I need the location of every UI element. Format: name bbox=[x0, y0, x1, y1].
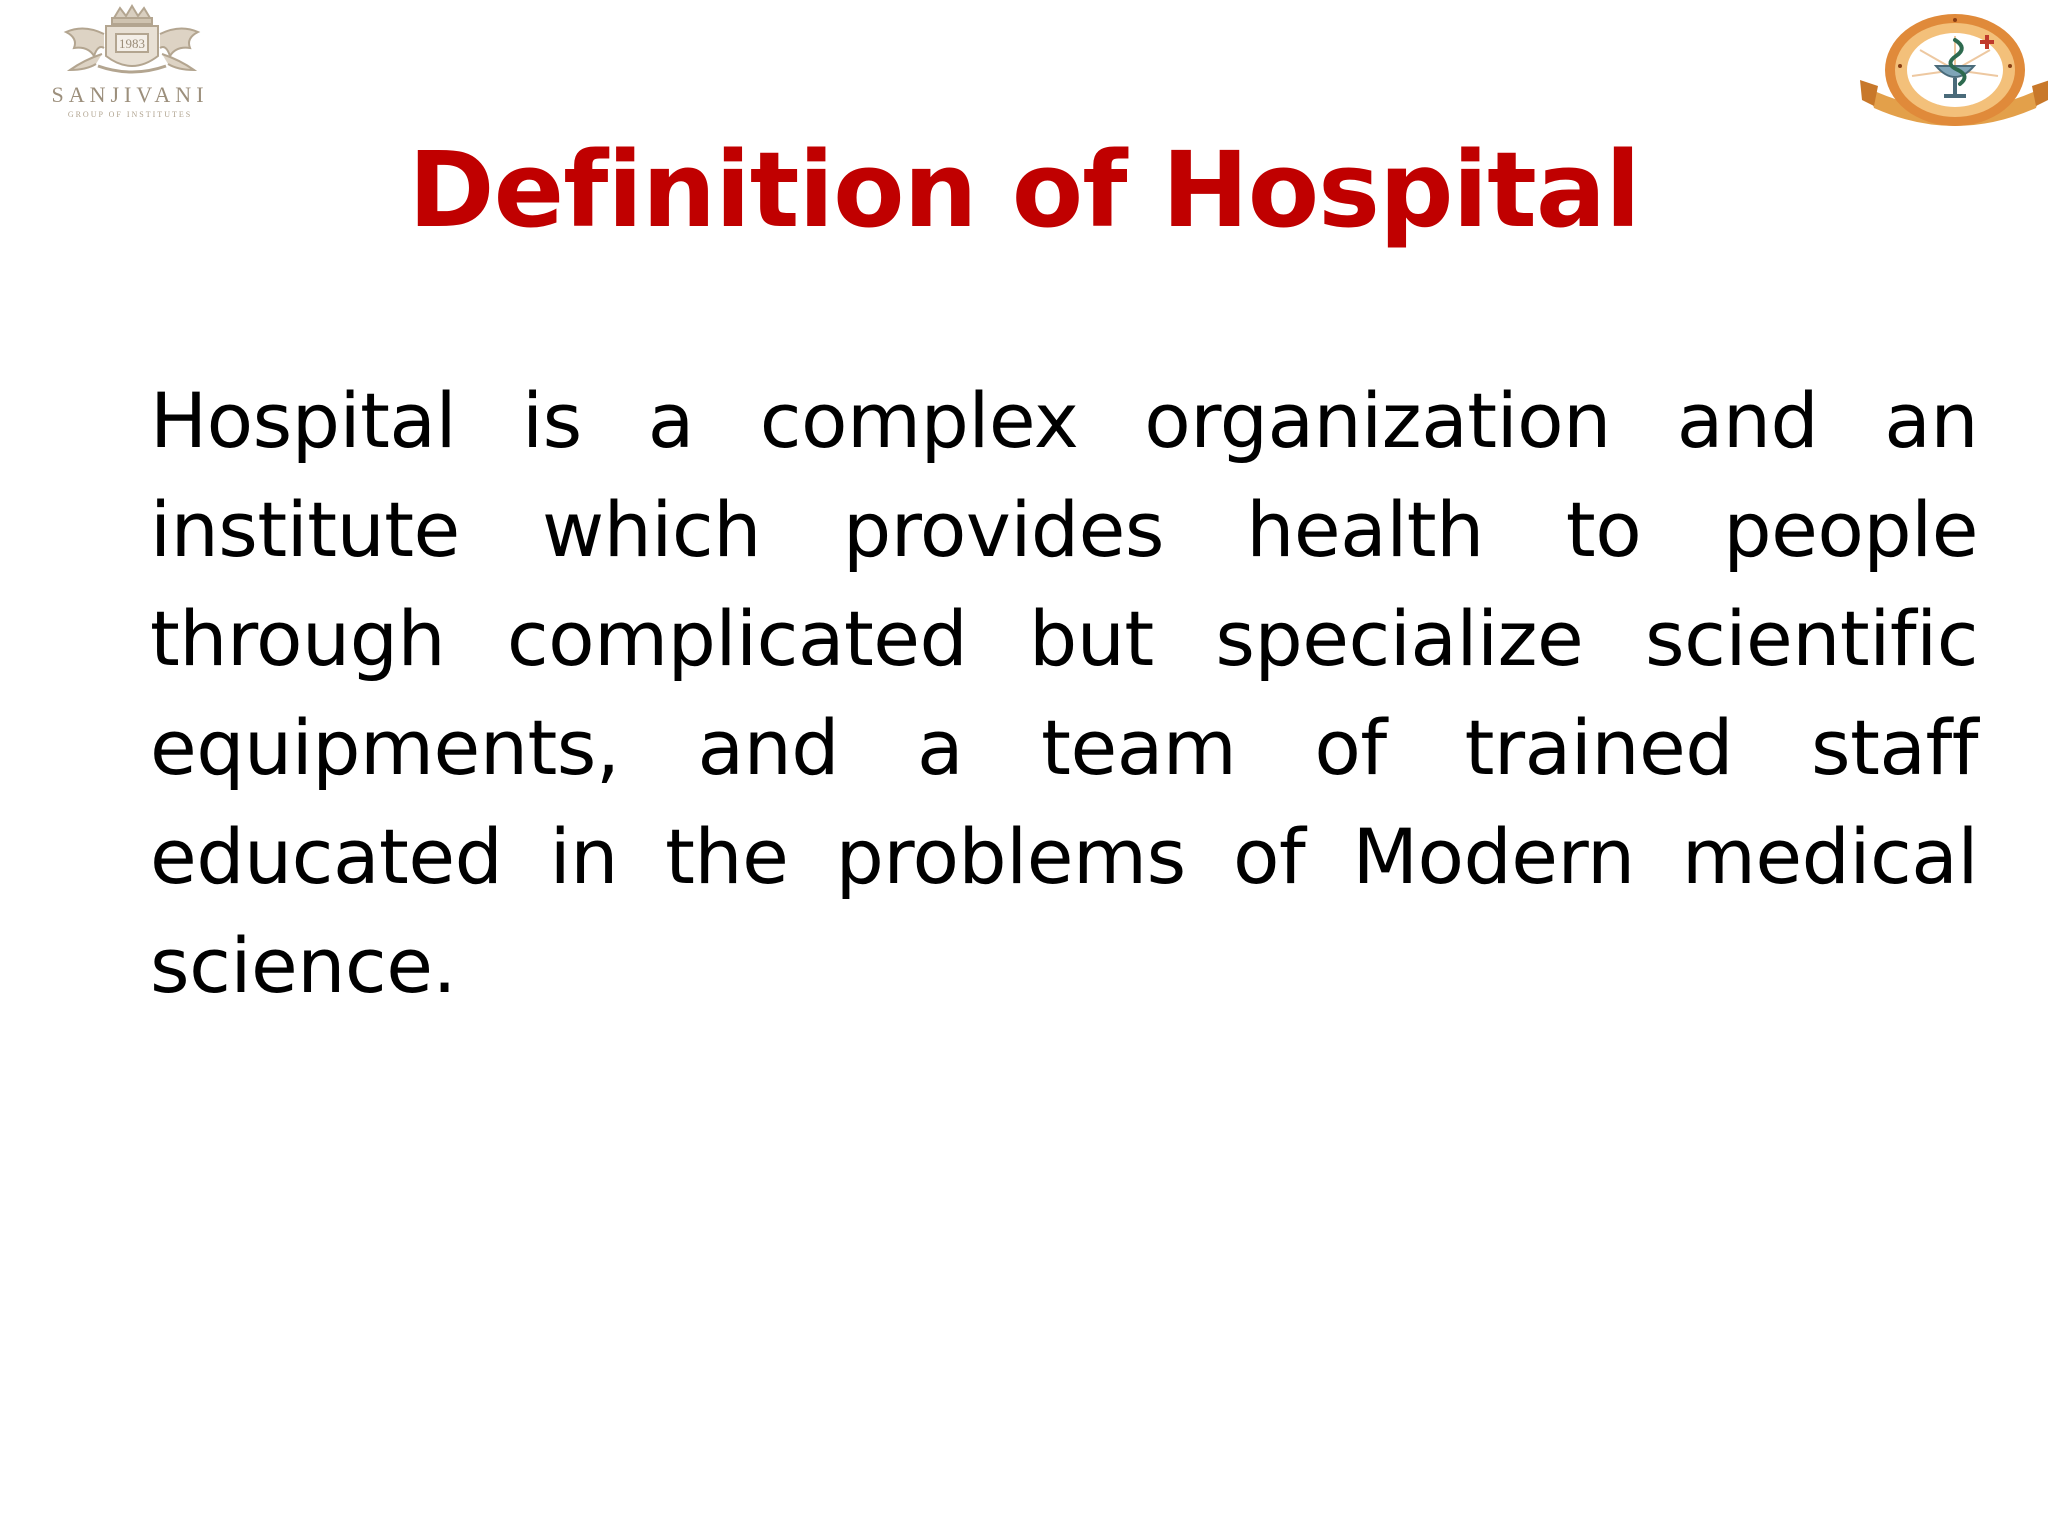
sanjivani-crest-icon bbox=[14, 4, 244, 122]
svg-text:1983: 1983 bbox=[119, 36, 145, 51]
definition-paragraph: Hospital is a complex organization and an institute which provides health to people through complicated but specialize scientific equipments, and a team of trained staff educated in the problems of Modern medical science. bbox=[150, 376, 1978, 1010]
svg-text:GROUP OF INSTITUTES: GROUP OF INSTITUTES bbox=[67, 110, 193, 119]
svg-text:SANJIVANI: SANJIVANI bbox=[51, 82, 209, 107]
slide-title: Definition of Hospital bbox=[408, 129, 1640, 251]
sanjivani-logo bbox=[14, 4, 244, 122]
